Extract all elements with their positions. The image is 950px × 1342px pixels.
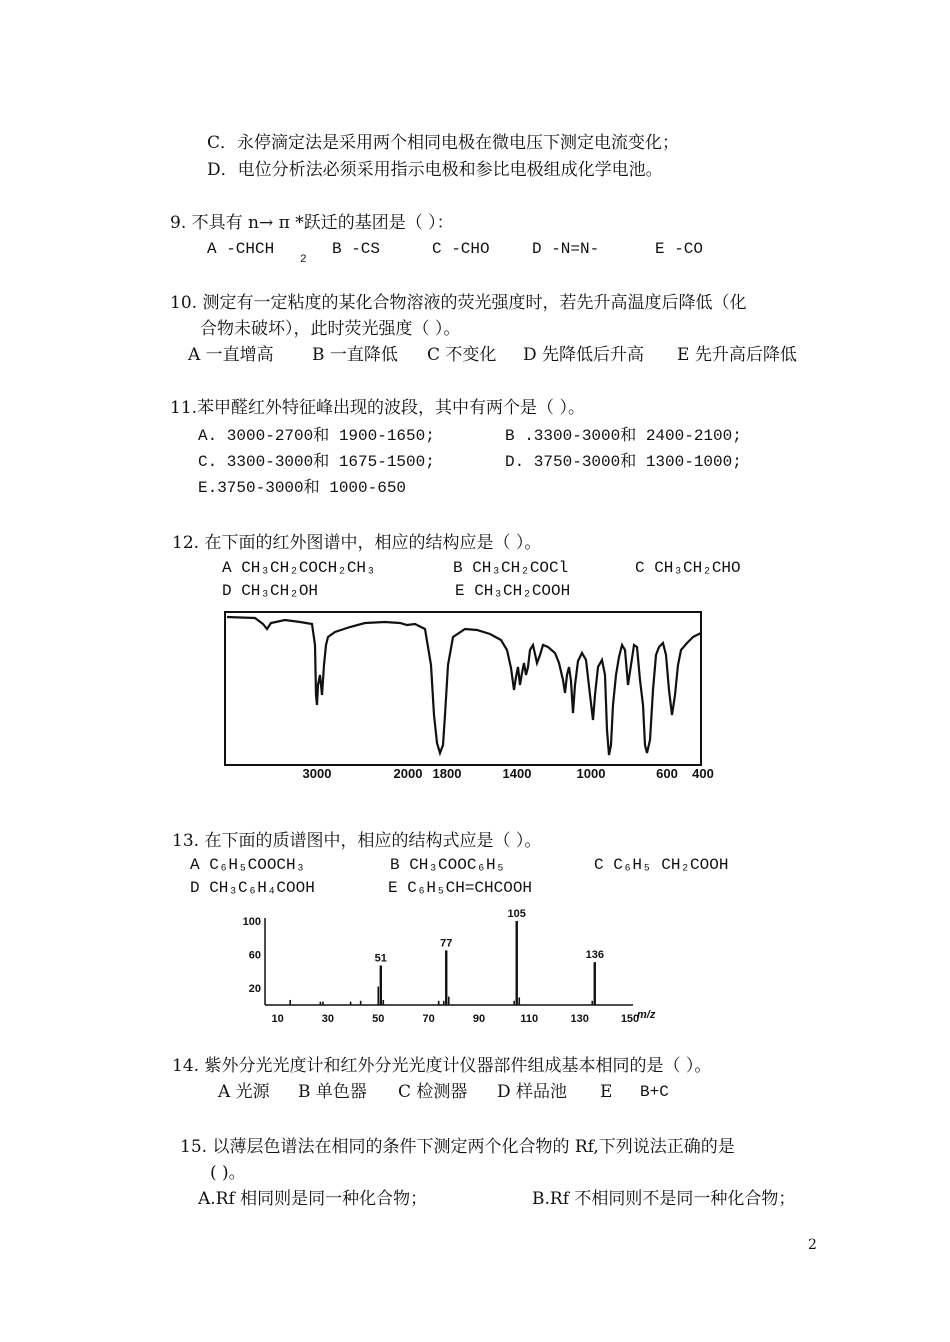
ir-tick-label: 1800	[432, 766, 462, 781]
q10-option-d: D 先降低后升高	[523, 345, 645, 365]
q12-option-a: A CH₃CH₂COCH₂CH₃	[222, 559, 376, 577]
q10-option-c: C 不变化	[427, 345, 497, 365]
q9-option-a: A -CHCH	[207, 240, 275, 258]
ir-frame	[225, 612, 701, 765]
q11-stem: 11.苯甲醛红外特征峰出现的波段，其中有两个是（ ）。	[170, 398, 585, 418]
q14-option-d: D 样品池	[497, 1082, 568, 1102]
q12-option-c: C CH₃CH₂CHO	[635, 559, 741, 577]
ir-absorbance-curve	[227, 617, 701, 755]
ms-x-tick-label: 10	[271, 1013, 284, 1025]
q9-option-c: C -CHO	[432, 240, 490, 258]
q13-option-c: C C₆H₅ CH₂COOH	[594, 856, 729, 874]
q13-option-e: E C₆H₅CH=CHCOOH	[388, 879, 533, 897]
q14-option-c: C 检测器	[398, 1082, 468, 1102]
ms-peak-label: 51	[374, 952, 387, 965]
q10-stem-line2: 合物未破坏），此时荧光强度（ ）。	[200, 319, 461, 339]
ir-tick-label: 1000	[576, 766, 606, 781]
q8-option-c: C．永停滴定法是采用两个相同电极在微电压下测定电流变化；	[207, 133, 680, 153]
mass-spectrum-chart	[235, 910, 655, 1025]
q15-option-b: B.Rf 不相同则不是同一种化合物；	[532, 1189, 796, 1209]
ms-peak-label: 136	[585, 949, 604, 962]
ms-x-tick-label: 130	[570, 1013, 589, 1025]
q11-option-e: E.3750-3000和 1000-650	[198, 479, 407, 497]
ms-x-tick-label: 90	[472, 1013, 486, 1025]
q15-option-a: A.Rf 相同则是同一种化合物；	[198, 1189, 428, 1209]
q15-stem-line1: 15. 以薄层色谱法在相同的条件下测定两个化合物的 Rf,下列说法正确的是	[180, 1137, 735, 1157]
q14-option-a: A 光源	[218, 1082, 270, 1102]
ms-x-tick-label: 70	[422, 1013, 435, 1025]
ms-x-tick-label: 50	[372, 1013, 385, 1025]
ms-y-tick-label: 100	[242, 916, 261, 928]
q10-option-a: A 一直增高	[188, 345, 274, 365]
q8-option-d: D．电位分析法必须采用指示电极和参比电极组成化学电池。	[207, 160, 663, 180]
q9-option-b: B -CS	[332, 240, 381, 258]
q10-stem-line1: 10. 测定有一定粘度的某化合物溶液的荧光强度时，若先升高温度后降低（化	[170, 293, 747, 313]
ir-tick-label: 400	[692, 766, 714, 781]
ms-y-tick-label: 60	[248, 949, 261, 962]
q11-option-a: A. 3000-2700和 1900-1650;	[198, 427, 435, 445]
q12-stem: 12. 在下面的红外图谱中，相应的结构应是（ ）。	[172, 533, 542, 553]
ir-tick-label: 2000	[393, 766, 423, 781]
ir-spectrum-chart	[215, 605, 735, 790]
q13-option-d: D CH₃C₆H₄COOH	[190, 879, 315, 897]
ms-x-tick-label: 150	[620, 1013, 640, 1025]
ms-y-tick-label: 20	[248, 983, 261, 996]
q9-option-d: D -N=N-	[532, 240, 600, 258]
q13-option-a: A C₆H₅COOCH₃	[190, 856, 306, 874]
q13-stem: 13. 在下面的质谱图中，相应的结构式应是（ ）。	[172, 831, 542, 851]
q9-option-a-subscript: 2	[300, 254, 307, 266]
q12-option-b: B CH₃CH₂COCl	[453, 559, 569, 577]
ms-x-tick-label: 110	[520, 1013, 539, 1025]
ms-peak-label: 77	[440, 937, 453, 950]
q14-option-b: B 单色器	[298, 1082, 367, 1102]
ir-tick-label: 3000	[302, 766, 332, 781]
ms-peak-label: 105	[507, 908, 526, 920]
q11-option-c: C. 3300-3000和 1675-1500;	[198, 453, 435, 471]
q11-option-b: B .3300-3000和 2400-2100;	[505, 427, 742, 445]
q10-option-e: E 先升高后降低	[677, 345, 797, 365]
q10-option-b: B 一直降低	[312, 345, 398, 365]
q14-stem: 14. 紫外分光光度计和红外分光光度计仪器部件组成基本相同的是（ ）。	[172, 1056, 712, 1076]
ir-tick-label: 1400	[502, 766, 532, 781]
q12-option-d: D CH₃CH₂OH	[222, 582, 319, 600]
q14-option-e: E	[600, 1082, 613, 1102]
page-number: 2	[808, 1237, 817, 1253]
ms-x-tick-label: 30	[321, 1013, 335, 1025]
q9-stem: 9. 不具有 n→ π *跃迁的基团是（ ）：	[170, 213, 454, 233]
q15-stem-line2: ( )。	[210, 1163, 246, 1183]
q13-option-b: B CH₃COOC₆H₅	[390, 856, 506, 874]
q11-option-d: D. 3750-3000和 1300-1000;	[505, 453, 742, 471]
ir-tick-label: 600	[656, 766, 678, 781]
q12-option-e: E CH₃CH₂COOH	[455, 582, 571, 600]
q9-option-e: E -CO	[655, 240, 704, 258]
q14-option-e-value: B+C	[640, 1083, 669, 1101]
ms-x-axis-label: m/z	[637, 1009, 656, 1021]
